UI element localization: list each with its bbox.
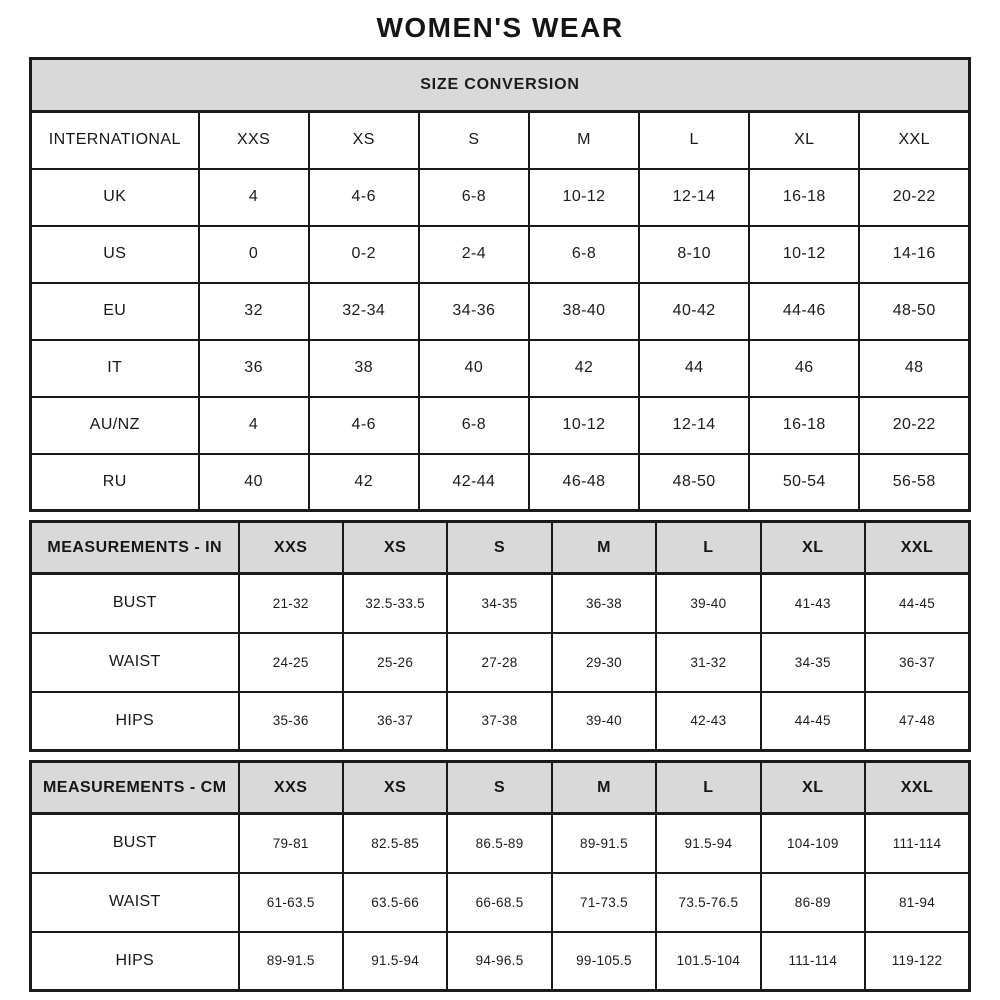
value-cell: 34-35 [761,633,865,692]
header-label-cell: MEASUREMENTS - CM [31,762,239,814]
value-cell: 38-40 [529,283,639,340]
size-header-cell: XXS [199,112,309,169]
size-header-cell: XS [343,522,447,574]
value-cell: 16-18 [749,397,859,454]
table-row [31,932,970,991]
value-cell: 10-12 [749,226,859,283]
value-cell: 38 [309,340,419,397]
value-cell: 10-12 [529,169,639,226]
value-cell: 44 [639,340,749,397]
value-cell: 50-54 [749,454,859,511]
value-cell: 32.5-33.5 [343,574,447,633]
value-cell: 4 [199,397,309,454]
table-row [31,226,970,283]
value-cell: 42-44 [419,454,529,511]
value-cell: 40-42 [639,283,749,340]
value-cell: 48 [859,340,969,397]
value-cell: 44-46 [749,283,859,340]
value-cell: 34-35 [447,574,551,633]
table-row [31,169,970,226]
size-header-cell: M [529,112,639,169]
value-cell: 35-36 [239,692,343,751]
size-conversion-table [29,57,971,512]
row-label-cell: UK [31,169,199,226]
value-cell: 48-50 [639,454,749,511]
value-cell: 12-14 [639,397,749,454]
value-cell: 0 [199,226,309,283]
row-label-cell: BUST [31,814,239,873]
value-cell: 40 [199,454,309,511]
table-row [31,692,970,751]
value-cell: 32 [199,283,309,340]
row-label-cell: HIPS [31,932,239,991]
value-cell: 4-6 [309,397,419,454]
size-header-cell: L [656,762,760,814]
value-cell: 12-14 [639,169,749,226]
value-cell: 34-36 [419,283,529,340]
value-cell: 6-8 [419,397,529,454]
value-cell: 89-91.5 [552,814,656,873]
value-cell: 99-105.5 [552,932,656,991]
table-row [31,397,970,454]
value-cell: 86.5-89 [447,814,551,873]
value-cell: 37-38 [447,692,551,751]
size-header-cell: XXS [239,522,343,574]
value-cell: 46-48 [529,454,639,511]
value-cell: 4-6 [309,169,419,226]
table-banner: SIZE CONVERSION [31,59,970,112]
table-row [31,454,970,511]
value-cell: 36-37 [343,692,447,751]
table-row [31,340,970,397]
value-cell: 61-63.5 [239,873,343,932]
value-cell: 119-122 [865,932,969,991]
value-cell: 6-8 [529,226,639,283]
value-cell: 21-32 [239,574,343,633]
row-label-cell: WAIST [31,873,239,932]
value-cell: 36 [199,340,309,397]
value-cell: 20-22 [859,169,969,226]
value-cell: 89-91.5 [239,932,343,991]
measurements-centimeters-table [29,760,971,992]
value-cell: 73.5-76.5 [656,873,760,932]
size-header-cell: M [552,762,656,814]
header-label-cell: MEASUREMENTS - IN [31,522,239,574]
value-cell: 40 [419,340,529,397]
row-label-cell: WAIST [31,633,239,692]
value-cell: 48-50 [859,283,969,340]
value-cell: 79-81 [239,814,343,873]
row-label-cell: AU/NZ [31,397,199,454]
value-cell: 14-16 [859,226,969,283]
measurements-inches-table [29,520,971,752]
size-header-cell: M [552,522,656,574]
value-cell: 66-68.5 [447,873,551,932]
value-cell: 39-40 [656,574,760,633]
size-header-cell: XXL [865,522,969,574]
value-cell: 24-25 [239,633,343,692]
header-label-cell: INTERNATIONAL [31,112,199,169]
row-label-cell: RU [31,454,199,511]
value-cell: 44-45 [761,692,865,751]
size-header-cell: XXL [859,112,969,169]
value-cell: 101.5-104 [656,932,760,991]
size-header-cell: L [639,112,749,169]
value-cell: 104-109 [761,814,865,873]
row-label-cell: BUST [31,574,239,633]
size-header-cell: S [447,522,551,574]
size-header-cell: XXS [239,762,343,814]
value-cell: 111-114 [761,932,865,991]
value-cell: 91.5-94 [656,814,760,873]
row-label-cell: IT [31,340,199,397]
size-header-cell: XL [761,762,865,814]
table-header-row [31,522,970,574]
table-header-row [31,762,970,814]
value-cell: 10-12 [529,397,639,454]
size-header-cell: XS [343,762,447,814]
value-cell: 36-38 [552,574,656,633]
row-label-cell: EU [31,283,199,340]
value-cell: 16-18 [749,169,859,226]
value-cell: 36-37 [865,633,969,692]
table-row [31,633,970,692]
value-cell: 63.5-66 [343,873,447,932]
table-row [31,873,970,932]
value-cell: 27-28 [447,633,551,692]
value-cell: 41-43 [761,574,865,633]
value-cell: 2-4 [419,226,529,283]
value-cell: 4 [199,169,309,226]
value-cell: 32-34 [309,283,419,340]
value-cell: 94-96.5 [447,932,551,991]
value-cell: 39-40 [552,692,656,751]
table-row [31,283,970,340]
row-label-cell: HIPS [31,692,239,751]
size-header-cell: XS [309,112,419,169]
value-cell: 86-89 [761,873,865,932]
page-title: WOMEN'S WEAR [376,12,624,43]
size-header-cell: XL [749,112,859,169]
size-header-cell: L [656,522,760,574]
value-cell: 81-94 [865,873,969,932]
table-row [31,814,970,873]
row-label-cell: US [31,226,199,283]
value-cell: 71-73.5 [552,873,656,932]
size-header-cell: XXL [865,762,969,814]
table-header-row [31,112,970,169]
value-cell: 91.5-94 [343,932,447,991]
table-banner-row [31,59,970,112]
value-cell: 42 [309,454,419,511]
value-cell: 6-8 [419,169,529,226]
value-cell: 111-114 [865,814,969,873]
value-cell: 44-45 [865,574,969,633]
value-cell: 20-22 [859,397,969,454]
value-cell: 47-48 [865,692,969,751]
size-header-cell: XL [761,522,865,574]
value-cell: 42 [529,340,639,397]
value-cell: 42-43 [656,692,760,751]
value-cell: 8-10 [639,226,749,283]
table-row [31,574,970,633]
value-cell: 29-30 [552,633,656,692]
value-cell: 25-26 [343,633,447,692]
value-cell: 82.5-85 [343,814,447,873]
value-cell: 46 [749,340,859,397]
value-cell: 0-2 [309,226,419,283]
size-header-cell: S [419,112,529,169]
value-cell: 56-58 [859,454,969,511]
value-cell: 31-32 [656,633,760,692]
size-header-cell: S [447,762,551,814]
